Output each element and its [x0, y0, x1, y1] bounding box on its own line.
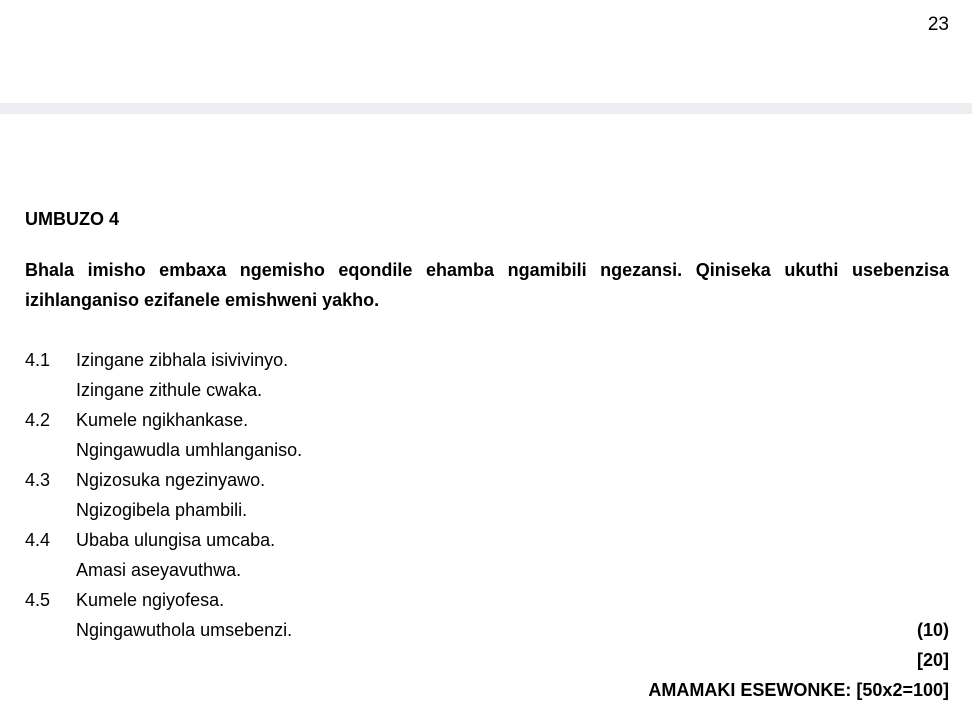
list-item	[25, 375, 949, 405]
list-item	[25, 585, 949, 615]
page-divider	[0, 103, 972, 114]
list-item	[25, 465, 949, 495]
question-total: [20]	[916, 650, 949, 670]
item-sentence-1: Kumele ngikhankase.	[76, 410, 249, 430]
item-sentence-1: Ubaba ulungisa umcaba.	[76, 530, 276, 550]
page-number: 23	[927, 14, 949, 35]
list-item	[25, 555, 949, 585]
item-sentence-2: Ngingawudla umhlanganiso.	[76, 440, 303, 460]
list-item	[25, 525, 949, 555]
item-sentence-1: Ngizosuka ngezinyawo.	[76, 470, 266, 490]
item-sentence-2: Amasi aseyavuthwa.	[76, 560, 242, 580]
question-items	[25, 345, 949, 705]
item-number: 4.1	[25, 350, 51, 370]
question-instruction: Bhala imisho embaxa ngemisho eqondile ehamba ngamibili ngezansi. Qiniseka ukuthi usebenzisa izihlanganiso ezifanele emishweni yakho.	[25, 260, 949, 310]
item-number: 4.5	[25, 590, 51, 610]
grand-total: AMAMAKI ESEWONKE: [50x2=100]	[648, 680, 949, 700]
list-item	[25, 405, 949, 435]
question-section	[25, 207, 949, 705]
item-sentence-2: Ngizogibela phambili.	[76, 500, 248, 520]
item-sentence-1: Izingane zibhala isivivinyo.	[76, 350, 289, 370]
item-sentence-1: Kumele ngiyofesa.	[76, 590, 225, 610]
item-number: 4.2	[25, 410, 51, 430]
list-item	[25, 615, 949, 645]
list-item	[25, 345, 949, 375]
item-number: 4.3	[25, 470, 51, 490]
item-number: 4.4	[25, 530, 51, 550]
list-item	[25, 495, 949, 525]
list-item	[25, 435, 949, 465]
item-sentence-2: Ngingawuthola umsebenzi.	[76, 620, 293, 640]
item-marks: (10)	[916, 620, 949, 640]
question-heading: UMBUZO 4	[25, 209, 119, 229]
item-sentence-2: Izingane zithule cwaka.	[76, 380, 263, 400]
